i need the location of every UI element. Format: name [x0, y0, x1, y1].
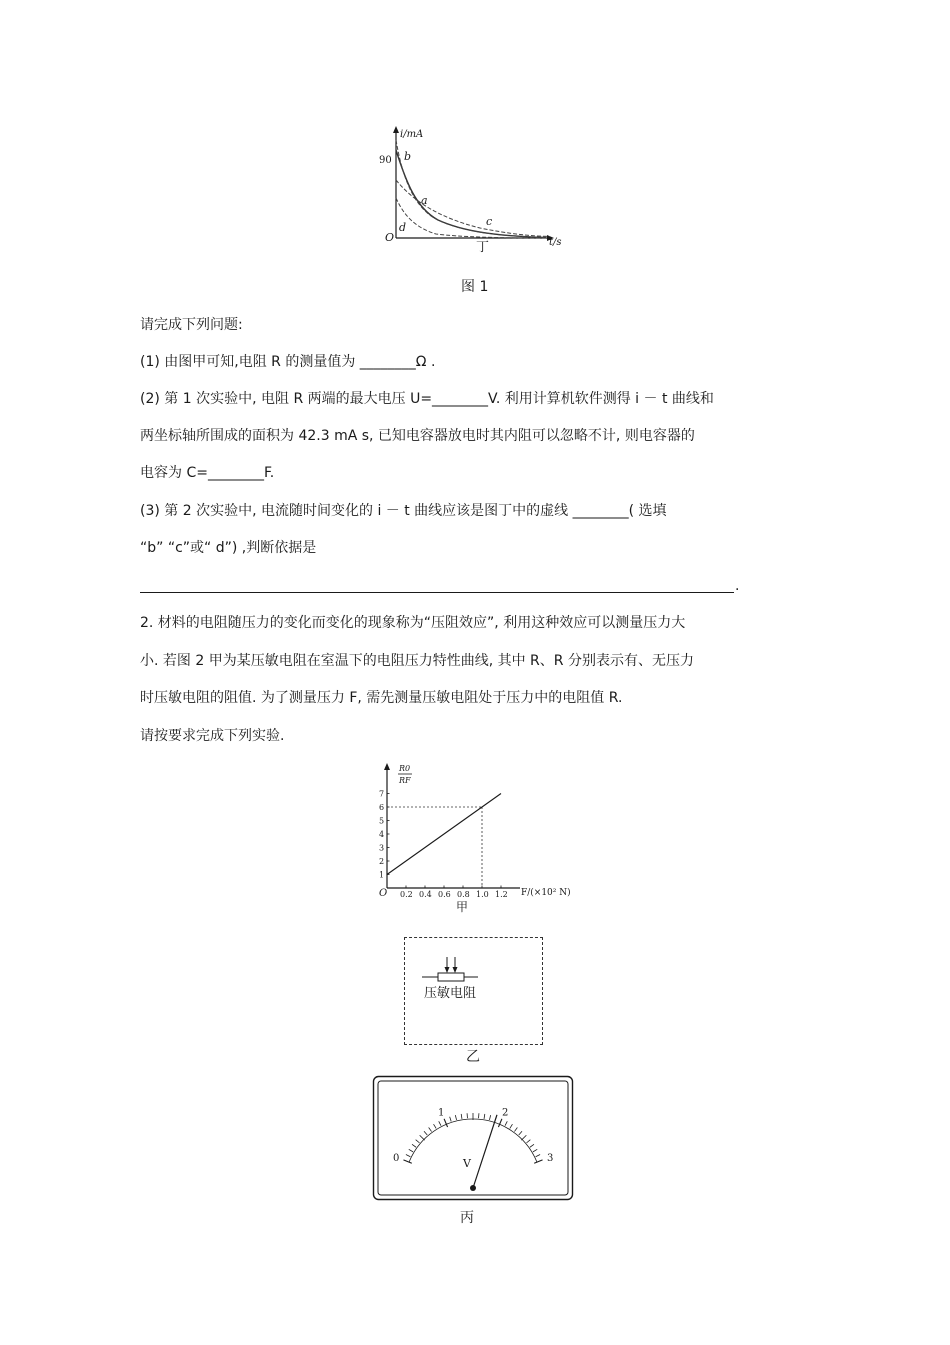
- chart-xlabel: F/(×10² N): [521, 888, 571, 898]
- meter-tick: [434, 1124, 437, 1128]
- meter-tick: [489, 1115, 490, 1120]
- chart-y-tick-label: 7: [379, 789, 385, 799]
- fig1-y-tick-90: 90: [379, 155, 392, 166]
- fig1-y-label: i/mA: [400, 129, 424, 140]
- meter-scale-label: 1: [438, 1107, 445, 1119]
- chart-y-tick-label: 2: [379, 857, 385, 866]
- question-3-line-1: (3) 第 2 次实验中, 电流随时间变化的 i － t 曲线应该是图丁中的虚线 ________( 选填: [140, 503, 667, 519]
- problem-2-line-3: 时压敏电阻的阻值. 为了测量压力 F, 需先测量压敏电阻处于压力中的电阻值 R.: [140, 690, 623, 706]
- meter-tick: [536, 1154, 540, 1156]
- figure-2-bing-label: 丙: [460, 1210, 474, 1226]
- chart-y-tick-label: 1: [379, 870, 385, 880]
- meter-tick: [429, 1128, 432, 1132]
- curve-b: [396, 140, 546, 238]
- fig1-x-label: t/s: [549, 237, 562, 248]
- meter-tick: [534, 1160, 542, 1163]
- meter-tick: [505, 1121, 507, 1125]
- meter-tick: [416, 1140, 420, 1143]
- answer-blank-line: [140, 592, 734, 593]
- chart-y-tick-label: 3: [379, 843, 385, 853]
- meter-needle: [473, 1115, 497, 1188]
- question-2-line-1: (2) 第 1 次实验中, 电阻 R 两端的最大电压 U=________V. 利用计算机软件测得 i － t 曲线和: [140, 391, 714, 407]
- meter-tick: [439, 1121, 441, 1125]
- pressure-resistor-label: 压敏电阻: [424, 986, 477, 1001]
- problem-2-line-4: 请按要求完成下列实验.: [140, 728, 285, 744]
- meter-scale-label: 2: [501, 1107, 509, 1119]
- chart-ylabel-top: R0: [399, 764, 411, 773]
- meter-tick: [510, 1124, 513, 1128]
- meter-tick: [519, 1131, 522, 1135]
- curve-c: [396, 180, 550, 237]
- meter-tick: [450, 1117, 452, 1122]
- question-1: (1) 由图甲可知,电阻 R 的测量值为 ________Ω .: [140, 354, 436, 370]
- meter-tick: [403, 1160, 411, 1163]
- meter-symbol: V: [463, 1157, 471, 1170]
- resistor-body: [438, 973, 464, 981]
- meter-tick: [406, 1154, 410, 1156]
- figure-2-yi-label: 乙: [466, 1049, 480, 1065]
- question-2-line-3: 电容为 C=________F.: [140, 465, 275, 481]
- meter-tick: [498, 1119, 501, 1127]
- meter-outer-frame: [374, 1077, 573, 1200]
- meter-tick: [530, 1144, 534, 1147]
- chart-x-tick-label: 1.0: [476, 890, 489, 899]
- chart-y-tick-label: 6: [379, 803, 385, 812]
- fig1-origin: O: [385, 231, 395, 244]
- chart-x-tick-label: 0.8: [457, 890, 470, 899]
- figure-1-discharge-curves: [370, 120, 570, 260]
- chart-ylabel-bottom: RF: [399, 776, 411, 785]
- chart-x-tick-label: 0.2: [400, 890, 413, 899]
- answer-line-end: .: [735, 578, 740, 594]
- meter-scale-arc: [409, 1119, 537, 1162]
- curve-label-c: c: [486, 215, 493, 228]
- chart-panel-label: 甲: [456, 900, 469, 914]
- pressure-arrowhead-1: [445, 967, 450, 973]
- chart-series-line: [387, 794, 501, 875]
- chart-x-tick-label: 0.6: [438, 890, 451, 899]
- pressure-arrowhead-2: [453, 967, 458, 973]
- meter-scale-label: 0: [393, 1152, 400, 1164]
- meter-tick: [461, 1114, 462, 1119]
- figure-1-caption: 图 1: [461, 279, 489, 295]
- chart-x-tick-label: 1.2: [495, 890, 508, 899]
- chart-x-tick-label: 0.4: [419, 890, 432, 899]
- curve-label-a: a: [421, 194, 428, 207]
- meter-tick: [533, 1149, 537, 1152]
- meter-tick: [455, 1115, 456, 1120]
- meter-tick: [424, 1131, 427, 1135]
- question-2-line-2: 两坐标轴所围成的面积为 42.3 mA s, 已知电容器放电时其内阻可以忽略不计, 则电容器的: [140, 428, 695, 444]
- fig1-panel-label: 丁: [476, 240, 490, 255]
- curve-a: [396, 150, 546, 238]
- problem-2-line-1: 2. 材料的电阻随压力的变化而变化的现象称为“压阻效应”, 利用这种效应可以测量压力大: [140, 615, 686, 631]
- chart-origin: O: [379, 888, 388, 899]
- meter-tick: [444, 1119, 447, 1127]
- meter-inner-frame: [378, 1081, 568, 1195]
- chart-y-tick-label: 4: [379, 830, 385, 839]
- chart-y-tick-label: 5: [379, 816, 385, 826]
- figure-2-jia-chart: [370, 760, 580, 915]
- meter-tick: [484, 1114, 485, 1119]
- pressure-resistor-symbol: [420, 955, 490, 985]
- curve-label-d: d: [399, 221, 407, 234]
- chart-y-arrow: [384, 763, 390, 770]
- meter-tick: [527, 1140, 531, 1143]
- meter-pivot: [470, 1185, 476, 1191]
- meter-tick: [514, 1128, 517, 1132]
- problem-2-line-2: 小. 若图 2 甲为某压敏电阻在室温下的电阻压力特性曲线, 其中 R、R 分别表示有、无压力: [140, 653, 694, 669]
- meter-tick: [409, 1149, 413, 1152]
- figure-2-bing-voltmeter: [372, 1075, 574, 1201]
- question-3-line-2: “b” “c”或“ d”) ,判断依据是: [140, 540, 317, 556]
- intro-text: 请完成下列问题:: [140, 317, 243, 333]
- curve-label-b: b: [404, 150, 412, 163]
- meter-tick: [412, 1144, 416, 1147]
- fig1-y-arrow: [393, 126, 399, 133]
- meter-scale-label: 3: [546, 1152, 554, 1164]
